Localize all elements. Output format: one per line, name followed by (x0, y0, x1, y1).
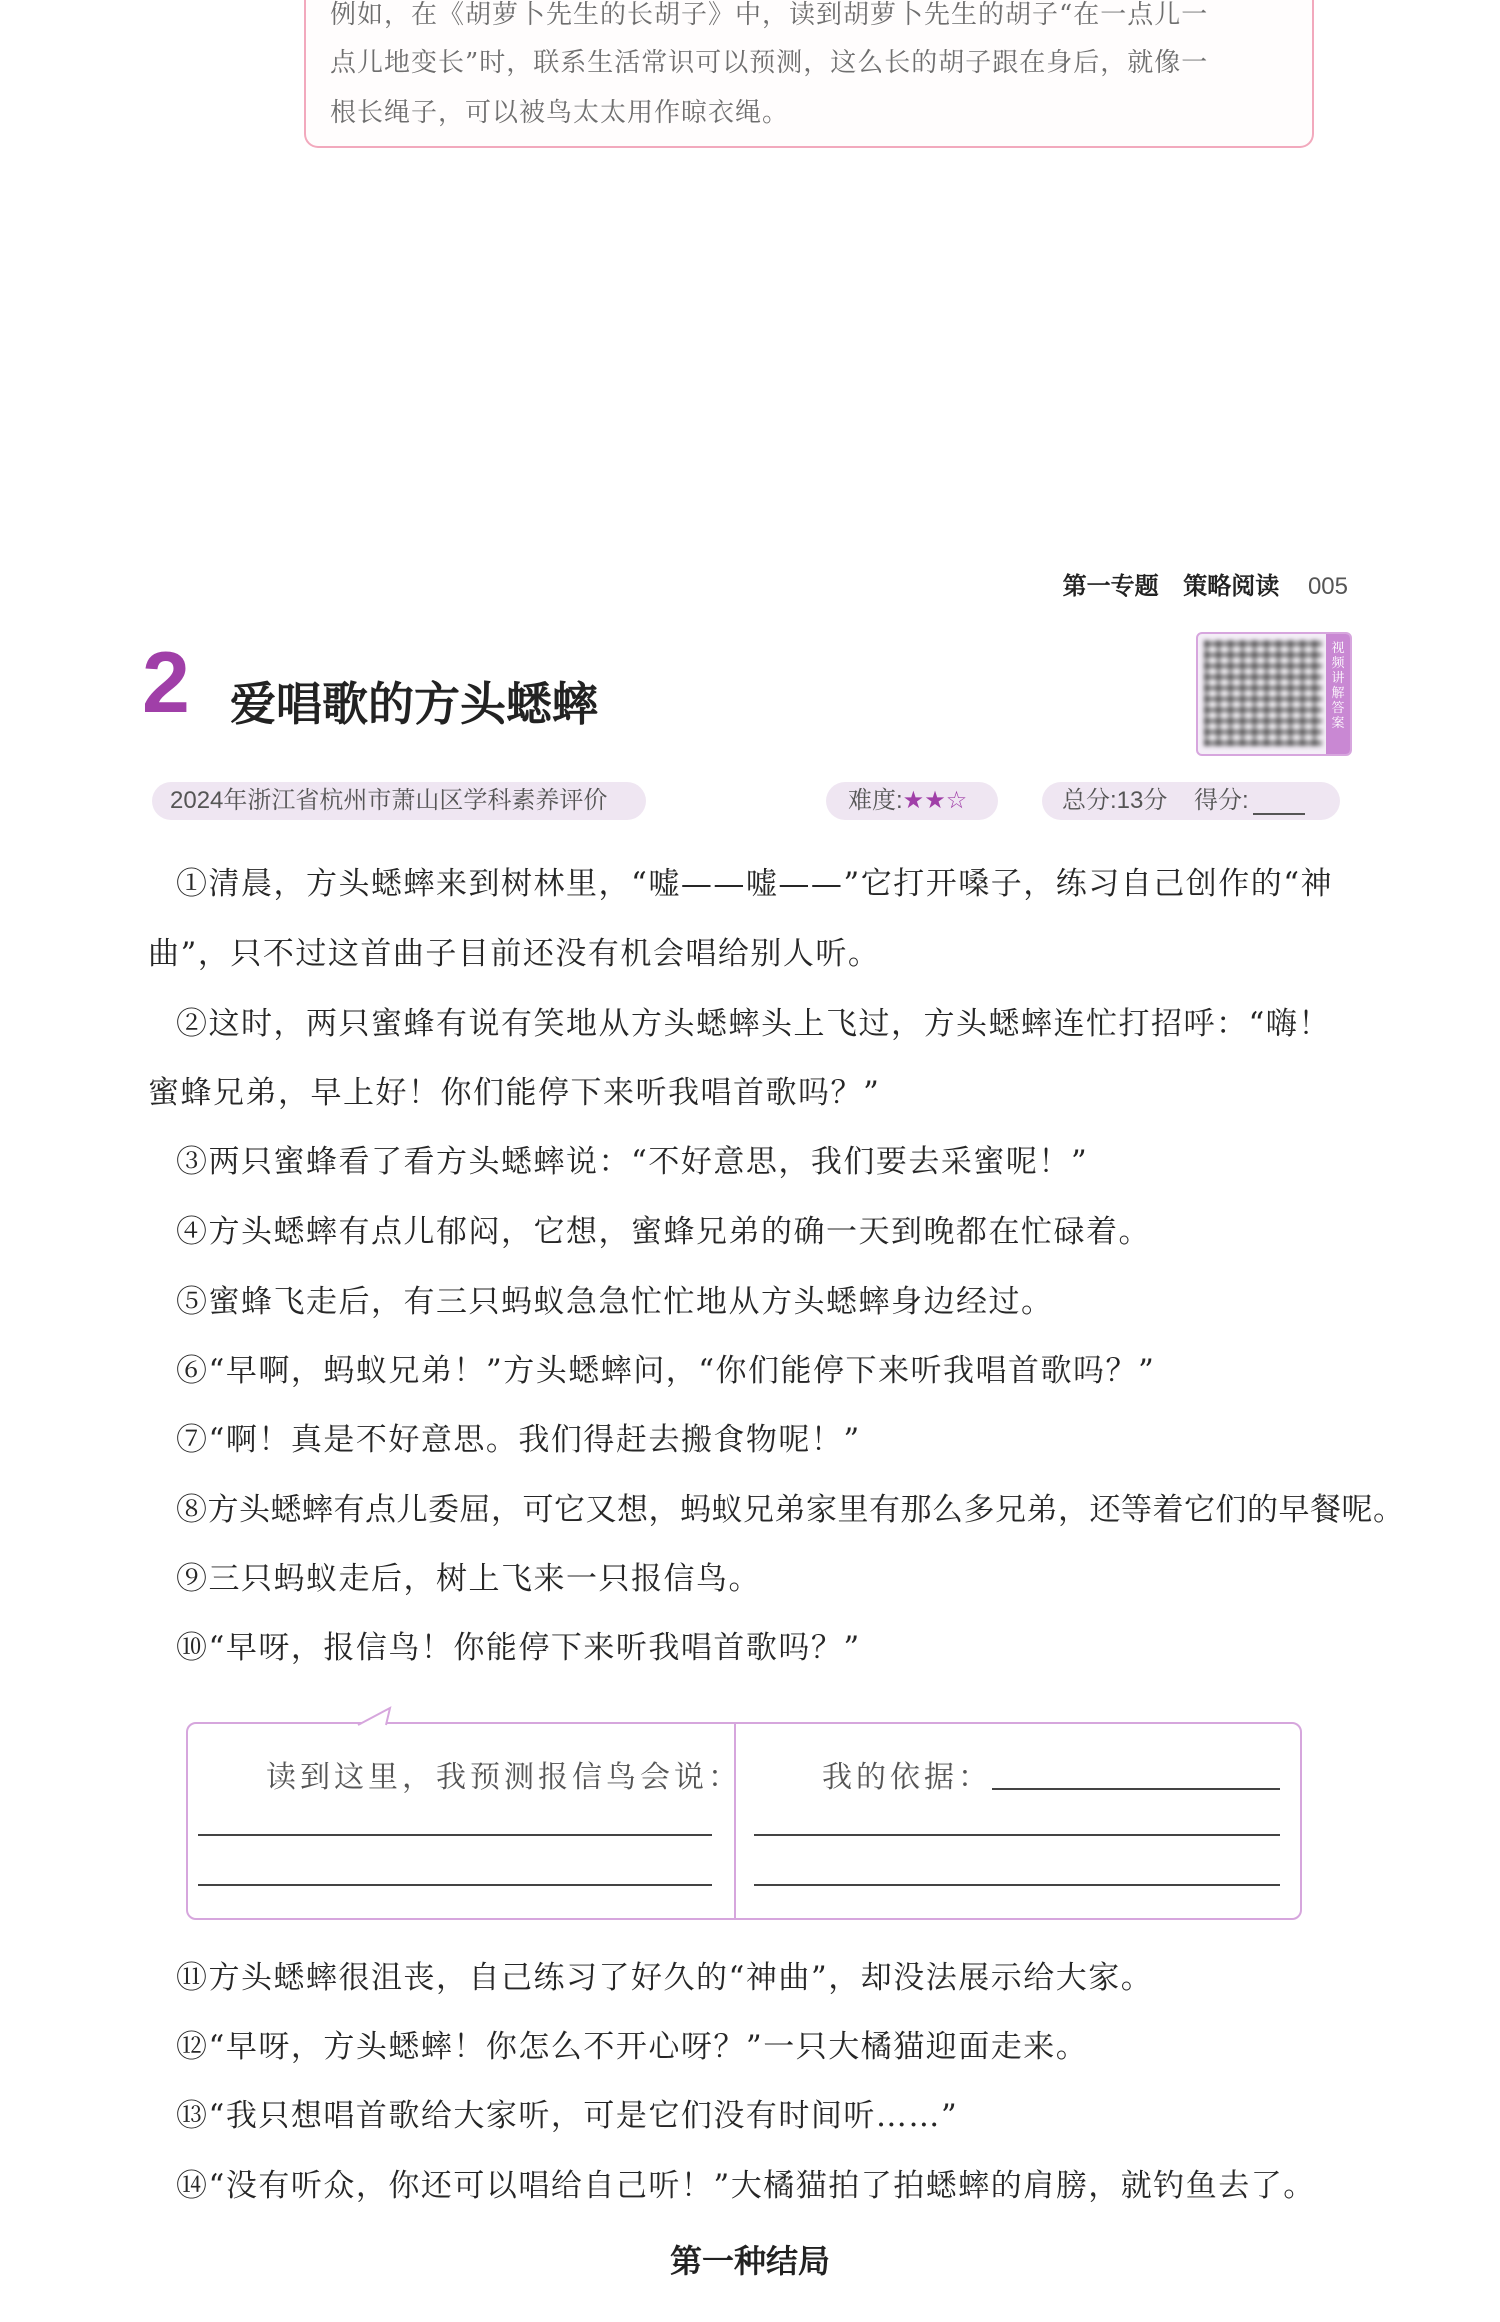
evidence-answer-line[interactable] (754, 1884, 1280, 1886)
qr-side-label: 视频讲解答案 (1331, 640, 1345, 730)
difficulty-badge (826, 782, 998, 820)
subsection-label: 策略阅读 (1183, 573, 1280, 600)
paragraph: ⑥“早啊，蚂蚁兄弟！”方头蟋蟀问，“你们能停下来听我唱首歌吗？” (176, 1353, 1156, 1389)
running-header (1063, 566, 1348, 601)
prediction-label: 读到这里，我预测报信鸟会说： (266, 1760, 742, 1795)
score-label: 得分: (1194, 787, 1249, 814)
paragraph: ⑭“没有听众，你还可以唱给自己听！”大橘猫拍了拍蟋蟀的肩膀，就钓鱼去了。 (176, 2168, 1316, 2204)
total-score: 总分:13分 (1062, 787, 1168, 814)
paragraph: ④方头蟋蟀有点儿郁闷，它想，蜜蜂兄弟的确一天到晚都在忙碌着。 (176, 1214, 1151, 1250)
score-badge (1042, 782, 1340, 820)
difficulty-label: 难度: (848, 787, 903, 814)
prediction-answer-line[interactable] (198, 1884, 712, 1886)
star-rating-icon: ★★☆ (902, 787, 968, 814)
lesson-number: 2 (142, 635, 190, 731)
score-blank[interactable] (1253, 789, 1305, 815)
speech-tail (356, 1704, 396, 1726)
ending-heading: 第一种结局 (669, 2243, 830, 2279)
paragraph: ②这时，两只蜜蜂有说有笑地从方头蟋蟀头上飞过，方头蟋蟀连忙打招呼：“嗨！ (176, 1006, 1331, 1042)
tip-text-line: 点儿地变长”时，联系生活常识可以预测，这么长的胡子跟在身后，就像一 (330, 48, 1209, 78)
prediction-answer-line[interactable] (198, 1834, 712, 1836)
paragraph: ⑪方头蟋蟀很沮丧，自己练习了好久的“神曲”，却没法展示给大家。 (176, 1960, 1154, 1996)
lesson-title: 爱唱歌的方头蟋蟀 (230, 677, 598, 731)
paragraph: ⑤蜜蜂飞走后，有三只蚂蚁急急忙忙地从方头蟋蟀身边经过。 (176, 1284, 1054, 1320)
paragraph: ⑫“早呀，方头蟋蟀！你怎么不开心呀？”一只大橘猫迎面走来。 (176, 2029, 1089, 2065)
paragraph: ⑨三只蚂蚁走后，树上飞来一只报信鸟。 (176, 1561, 761, 1597)
source-badge: 2024年浙江省杭州市萧山区学科素养评价 (152, 782, 646, 820)
tip-text-line: 根长绳子，可以被鸟太太用作晾衣绳。 (330, 98, 790, 128)
paragraph: 蜜蜂兄弟，早上好！你们能停下来听我唱首歌吗？” (148, 1075, 881, 1111)
paragraph: ⑬“我只想唱首歌给大家听，可是它们没有时间听……” (176, 2098, 959, 2134)
qr-code-icon[interactable] (1196, 632, 1352, 756)
evidence-answer-line[interactable] (992, 1788, 1280, 1790)
section-label: 第一专题 (1062, 573, 1159, 600)
qr-pattern (1204, 640, 1322, 746)
page-number: 005 (1307, 573, 1348, 600)
paragraph: 曲”，只不过这首曲子目前还没有机会唱给别人听。 (148, 936, 881, 972)
paragraph: ⑦“啊！真是不好意思。我们得赶去搬食物呢！” (176, 1422, 861, 1458)
paragraph: ⑧方头蟋蟀有点儿委屈，可它又想，蚂蚁兄弟家里有那么多兄弟，还等着它们的早餐呢。 (176, 1492, 1405, 1528)
paragraph: ⑩“早呀，报信鸟！你能停下来听我唱首歌吗？” (176, 1630, 861, 1666)
paragraph: ③两只蜜蜂看了看方头蟋蟀说：“不好意思，我们要去采蜜呢！” (176, 1144, 1089, 1180)
tip-text-line: 例如，在《胡萝卜先生的长胡子》中，读到胡萝卜先生的胡子“在一点儿一 (330, 0, 1209, 30)
evidence-answer-line[interactable] (754, 1834, 1280, 1836)
evidence-label: 我的依据： (822, 1760, 992, 1795)
paragraph: ①清晨，方头蟋蟀来到树林里，“嘘——嘘——”它打开嗓子，练习自己创作的“神 (176, 866, 1334, 902)
